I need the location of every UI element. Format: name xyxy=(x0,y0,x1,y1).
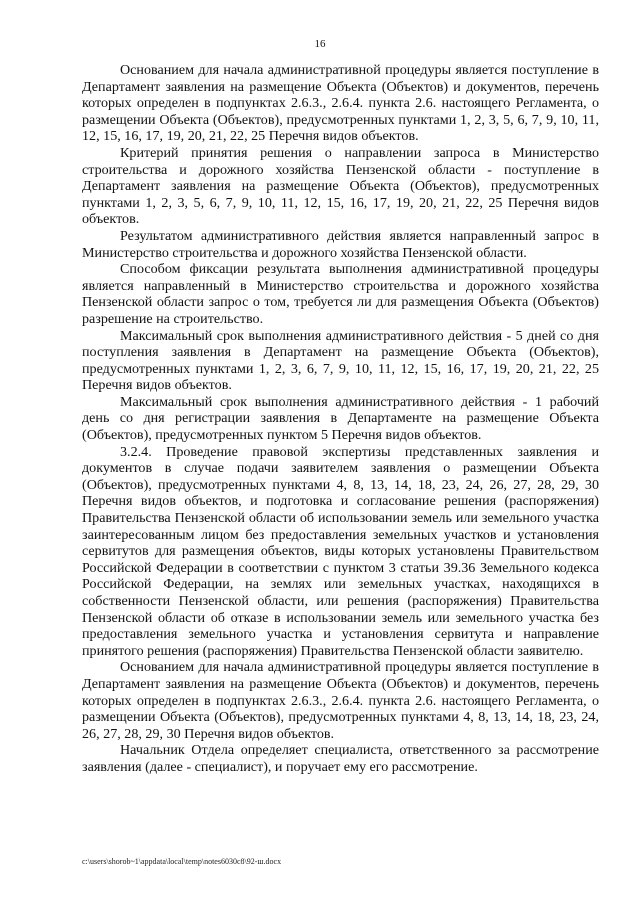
document-body xyxy=(82,62,599,776)
paragraph-max-term-5-days: Максимальный срок выполнения административного действия - 5 дней со дня поступления заявления в Департамент на размещение Объекта (Объектов), предусмотренных пунктами 1, 2, 3, 6, 7, 9, 10, 11, 12, 15, 16, 17, 19, 20, 21, 22, 25 Перечня видов объектов. xyxy=(82,327,599,394)
paragraph-fixation-method: Способом фиксации результата выполнения административной процедуры является направленный в Министерство строительства и дорожного хозяйства Пензенской области запрос о том, требуется ли для размещения Объекта (Объектов) разрешение на строительство. xyxy=(82,261,599,327)
paragraph-basis-first: Основанием для начала административной процедуры является поступление в Департамент заявления на размещение Объекта (Объектов) и документов, перечень которых определен в подпунктах 2.6.3., 2.6.4. пункта 2.6. настоящего Регламента, о размещении Объекта (Объектов), предусмотренных пунктами 1, 2, 3, 5, 6, 7, 9, 10, 11, 12, 15, 16, 17, 19, 20, 21, 22, 25 Перечня видов объектов. xyxy=(82,62,599,145)
paragraph-section-3-2-4: 3.2.4. Проведение правовой экспертизы представленных заявления и документов в случае подачи заявителем заявления о размещении Объекта (Объектов), предусмотренных пунктами 4, 8, 13, 14, 18, 23, 24, 26, 27, 28, 29, 30 Перечня видов объектов, и подготовка и согласование решения (распоряжения) Правительства Пензенской области об использовании земель или земельного участка заинтересованным лицом без предоставления земельных участков и установления сервитутов для размещения объектов, виды которых установлены Правительством Российской Федерации в соответствии с пунктом 3 статьи 39.36 Земельного кодекса Российской Федерации, на землях или земельных участках, находящихся в собственности Пензенской области, или решения (распоряжения) Правительства Пензенской области об отказе в использовании земель или земельного участка без предоставления земельного участка и установления сервитута и направление принятого решения (распоряжения) Правительства Пензенской области заявителю. xyxy=(82,443,599,659)
paragraph-basis-second: Основанием для начала административной процедуры является поступление в Департамент заявления на размещение Объекта (Объектов) и документов, перечень которых определен в подпунктах 2.6.3., 2.6.4. пункта 2.6. настоящего Регламента, о размещении Объекта (Объектов), предусмотренных пунктами 4, 8, 13, 14, 18, 23, 24, 26, 27, 28, 29, 30 Перечня видов объектов. xyxy=(82,659,599,742)
page-number: 16 xyxy=(314,38,326,50)
paragraph-max-term-1-day: Максимальный срок выполнения административного действия - 1 рабочий день со дня регистрации заявления в Департаменте на размещение Объекта (Объектов), предусмотренных пунктом 5 Перечня видов объектов. xyxy=(82,393,599,444)
paragraph-department-head: Начальник Отдела определяет специалиста, ответственного за рассмотрение заявления (далее - специалист), и поручает ему его рассмотрение. xyxy=(82,742,599,775)
paragraph-decision-criterion: Критерий принятия решения о направлении запроса в Министерство строительства и дорожного хозяйства Пензенской области - поступление в Департамент заявления на размещение Объекта (Объектов), предусмотренных пунктами 1, 2, 3, 5, 6, 7, 9, 10, 11, 12, 15, 16, 17, 19, 20, 21, 22, 25 Перечня видов объектов. xyxy=(82,144,599,228)
footer-file-path: c:\users\shorob~1\appdata\local\temp\notes6030c8\92-ш.docx xyxy=(82,857,282,866)
paragraph-action-result: Результатом административного действия является направленный запрос в Министерство строительства и дорожного хозяйства Пензенской области. xyxy=(82,227,599,261)
